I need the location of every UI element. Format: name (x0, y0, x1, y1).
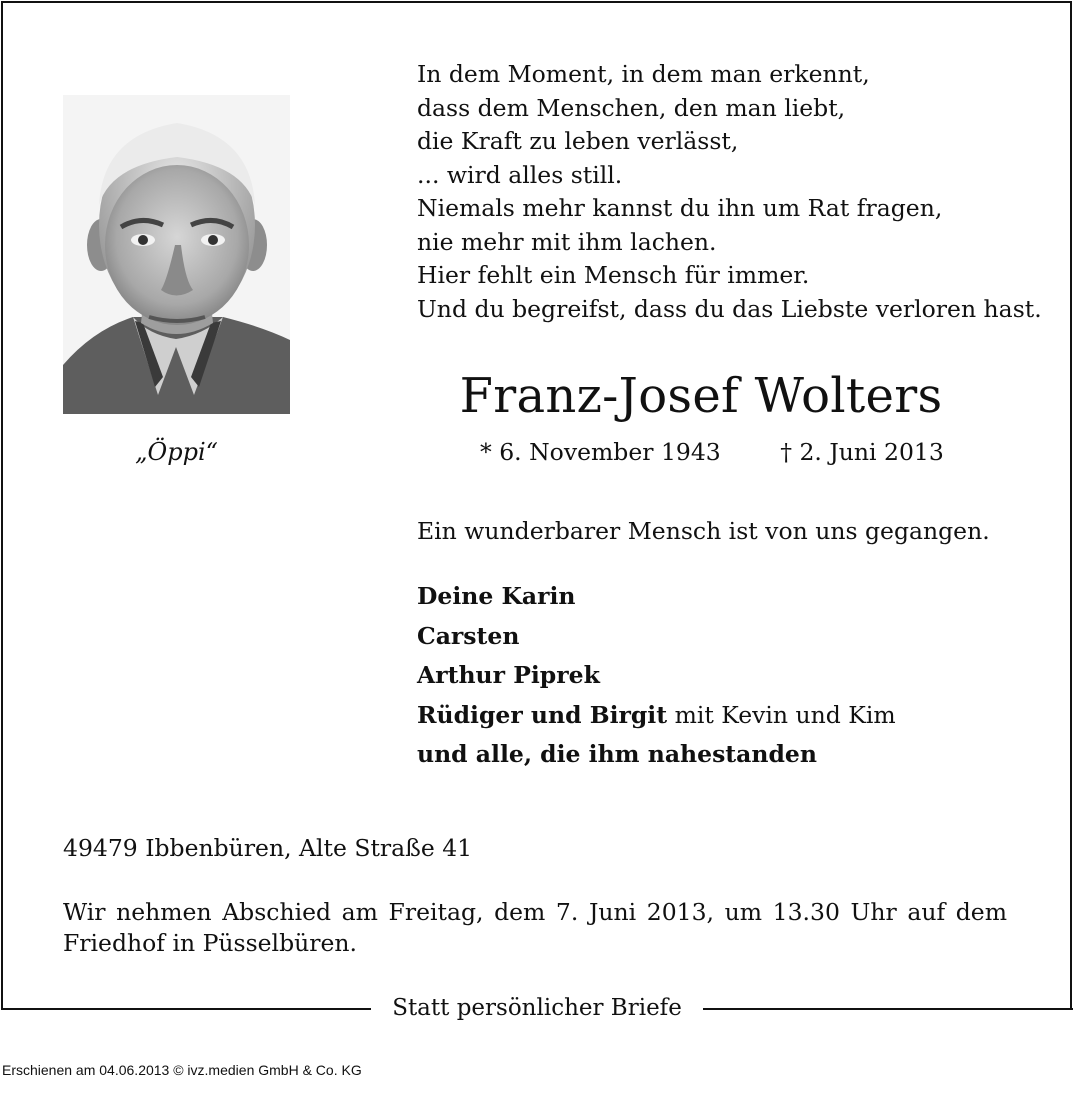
life-dates (480, 437, 944, 467)
poem-line: dass dem Menschen, den man liebt, (417, 93, 846, 122)
mourner-name: Deine Karin (417, 582, 576, 610)
poem-line: Und du begreifst, dass du das Liebste verloren hast. (417, 294, 1042, 323)
mourner-name: und alle, die ihm nahestanden (417, 740, 817, 768)
mourner-name: Carsten (417, 621, 520, 650)
tagline: Ein wunderbarer Mensch ist von uns gegangen. (417, 517, 990, 545)
address: 49479 Ibbenbüren, Alte Straße 41 (63, 834, 473, 862)
poem-line: ... wird alles still. (417, 160, 623, 189)
mourner-name: Arthur Piprek (417, 661, 600, 689)
birth-date: * 6. November 1943 (480, 438, 721, 466)
mourner-name: Rüdiger und Birgit (417, 700, 668, 729)
mourners-list (417, 577, 896, 775)
frame-bottom-rule-right (703, 1008, 1073, 1010)
nickname: „Öppi“ (135, 438, 218, 466)
poem (417, 58, 1042, 326)
portrait-photo (63, 95, 290, 414)
footer-label: Statt persönlicher Briefe (392, 995, 682, 1021)
frame-bottom-rule-left (1, 1008, 371, 1010)
mourner-addition: mit Kevin und Kim (667, 700, 896, 729)
poem-line: In dem Moment, in dem man erkennt, (417, 60, 870, 88)
death-date: † 2. Juni 2013 (780, 438, 944, 466)
publication-credit: Erschienen am 04.06.2013 © ivz.medien GmbH & Co. KG (2, 1062, 362, 1078)
funeral-info: Wir nehmen Abschied am Freitag, dem 7. Juni 2013, um 13.30 Uhr auf dem Friedhof in Püsselbüren. (63, 898, 1007, 957)
poem-line: Niemals mehr kannst du ihn um Rat fragen, (417, 194, 943, 222)
poem-line: nie mehr mit ihm lachen. (417, 227, 717, 256)
poem-line: die Kraft zu leben verlässt, (417, 127, 739, 155)
deceased-name: Franz-Josef Wolters (459, 368, 943, 424)
poem-line: Hier fehlt ein Mensch für immer. (417, 261, 810, 289)
